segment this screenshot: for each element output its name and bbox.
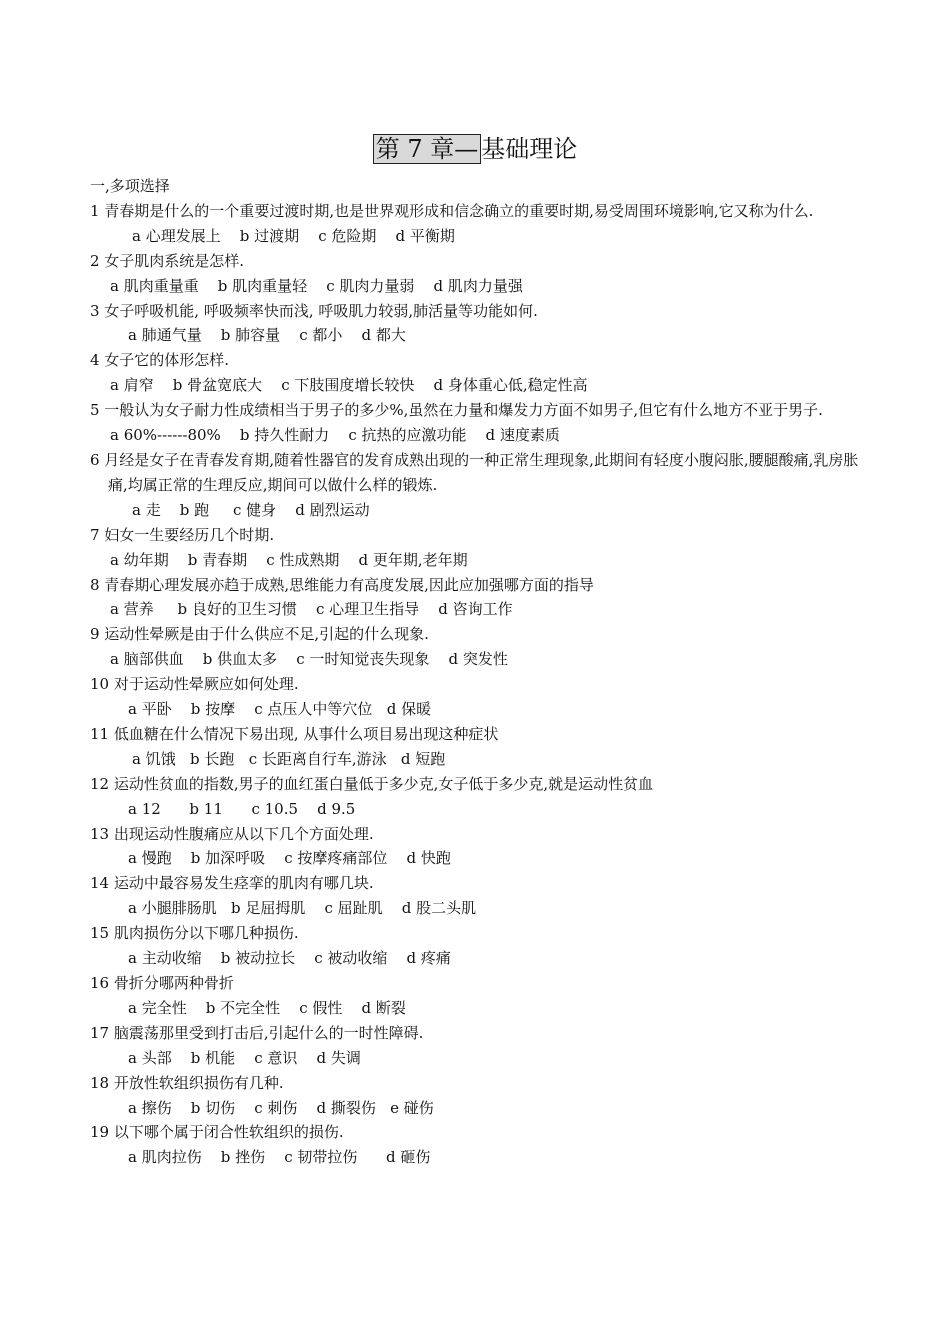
answer-options: a 走 b 跑 c 健身 d 剧烈运动 (132, 500, 370, 519)
question-text: 7 妇女一生要经历几个时期. (90, 525, 275, 544)
question-text: 3 女子呼吸机能, 呼吸频率快而浅, 呼吸肌力较弱,肺活量等功能如何. (90, 301, 538, 320)
question-text: 1 青春期是什么的一个重要过渡时期,也是世界观形成和信念确立的重要时期,易受周围环境影响,它又称为什么. (90, 201, 814, 220)
questions-container (90, 199, 865, 1170)
answer-options: a 幼年期 b 青春期 c 性成熟期 d 更年期,老年期 (110, 550, 468, 569)
question-text: 19 以下哪个属于闭合性软组织的损伤. (90, 1123, 344, 1142)
section-heading: 一,多项选择 (90, 177, 170, 195)
question-text: 18 开放性软组织损伤有几种. (90, 1073, 284, 1092)
answer-options: a 营养 b 良好的卫生习惯 c 心理卫生指导 d 咨询工作 (110, 600, 513, 619)
answer-options: a 擦伤 b 切伤 c 刺伤 d 撕裂伤 e 碰伤 (128, 1098, 434, 1117)
question-text: 16 骨折分哪两种骨折 (90, 974, 234, 992)
answer-options: a 小腿腓肠肌 b 足屈拇肌 c 屈趾肌 d 股二头肌 (128, 899, 477, 918)
question-text: 5 一般认为女子耐力性成绩相当于男子的多少%,虽然在力量和爆发力方面不如男子,但它有什么地方不亚于男子. (90, 401, 823, 420)
question-list (90, 174, 865, 1170)
answer-options: a 主动收缩 b 被动拉长 c 被动收缩 d 疼痛 (128, 949, 451, 968)
chapter-title-boxed: 第 7 章— (373, 134, 482, 164)
answer-options: a 肺通气量 b 肺容量 c 都小 d 都大 (128, 326, 406, 345)
question-text: 10 对于运动性晕厥应如何处理. (90, 675, 299, 694)
answer-options: a 完全性 b 不完全性 c 假性 d 断裂 (128, 998, 406, 1017)
answer-options: a 平卧 b 按摩 c 点压人中等穴位 d 保暖 (128, 700, 432, 719)
question-text: 15 肌肉损伤分以下哪几种损伤. (90, 924, 299, 943)
answer-options: a 饥饿 b 长跑 c 长距离自行车,游泳 d 短跑 (132, 749, 446, 768)
answer-options: a 脑部供血 b 供血太多 c 一时知觉丧失现象 d 突发性 (110, 650, 508, 669)
answer-options: a 心理发展上 b 过渡期 c 危险期 d 平衡期 (132, 226, 455, 245)
question-text: 11 低血糖在什么情况下易出现, 从事什么项目易出现这种症状 (90, 724, 499, 743)
question-text: 13 出现运动性腹痛应从以下几个方面处理. (90, 824, 374, 843)
question-text: 8 青春期心理发展亦趋于成熟,思维能力有高度发展,因此应加强哪方面的指导 (90, 575, 594, 594)
question-text: 12 运动性贫血的指数,男子的血红蛋白量低于多少克,女子低于多少克,就是运动性贫血 (90, 774, 654, 793)
answer-options: a 头部 b 机能 c 意识 d 失调 (128, 1048, 361, 1067)
answer-options: a 肩窄 b 骨盆宽底大 c 下肢围度增长较快 d 身体重心低,稳定性高 (110, 376, 588, 395)
question-text: 14 运动中最容易发生痉挛的肌肉有哪几块. (90, 874, 374, 893)
question-text: 9 运动性晕厥是由于什么供应不足,引起的什么现象. (90, 625, 429, 644)
answer-options: a 肌肉重量重 b 肌肉重量轻 c 肌肉力量弱 d 肌肉力量强 (110, 276, 523, 295)
question-text: 4 女子它的体形怎样. (90, 351, 230, 370)
answer-options: a 12 b 11 c 10.5 d 9.5 (128, 799, 356, 818)
question-text: 6 月经是女子在青春发育期,随着性器官的发育成熟出现的一种正常生理现象,此期间有轻度小腹闷胀,腰腿酸痛,乳房胀痛,均属正常的生理反应,期间可以做什么样的锻炼. (90, 450, 859, 494)
answer-options: a 慢跑 b 加深呼吸 c 按摩疼痛部位 d 快跑 (128, 849, 451, 868)
answer-options: a 肌肉拉伤 b 挫伤 c 韧带拉伤 d 砸伤 (128, 1148, 431, 1167)
chapter-title (0, 132, 950, 166)
question-text: 17 脑震荡那里受到打击后,引起什么的一时性障碍. (90, 1023, 424, 1042)
chapter-title-rest: 基础理论 (481, 135, 578, 163)
question-text: 2 女子肌肉系统是怎样. (90, 251, 245, 270)
answer-options: a 60%------80% b 持久性耐力 c 抗热的应激功能 d 速度素质 (110, 426, 560, 445)
